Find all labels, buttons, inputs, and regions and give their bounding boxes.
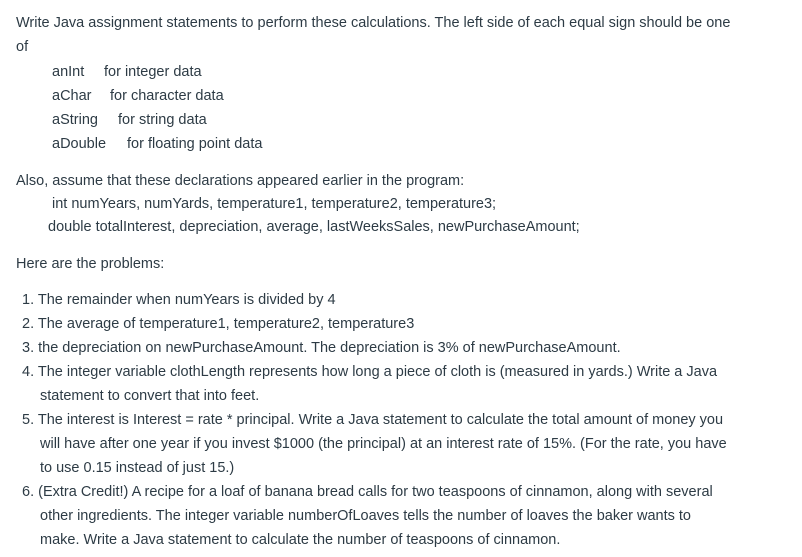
variable-item xyxy=(52,87,224,105)
variable-name: anInt xyxy=(52,64,85,80)
declarations-intro: Also, assume that these declarations appeared earlier in the program: xyxy=(16,173,465,189)
variable-description: for character data xyxy=(110,88,224,104)
problem-item-4: 4. The integer variable clothLength represents how long a piece of cloth is (measured in yards.) Write a Java xyxy=(22,364,718,380)
problem-item-5: 5. The interest is Interest = rate * principal. Write a Java statement to calculate the total amount of money you xyxy=(22,412,724,428)
problem-item-6-continued: other ingredients. The integer variable numberOfLoaves tells the number of loaves the baker wants to xyxy=(40,508,691,524)
problem-item-6-continued: make. Write a Java statement to calculate the number of teaspoons of cinnamon. xyxy=(40,532,561,548)
problems-heading: Here are the problems: xyxy=(16,256,165,272)
problem-item-6: 6. (Extra Credit!) A recipe for a loaf of banana bread calls for two teaspoons of cinnamon, along with several xyxy=(22,484,713,500)
declaration-line: int numYears, numYards, temperature1, temperature2, temperature3; xyxy=(52,196,497,212)
variable-description: for floating point data xyxy=(127,136,263,152)
variable-name: aChar xyxy=(52,88,92,104)
problem-item-2: 2. The average of temperature1, temperature2, temperature3 xyxy=(22,316,415,332)
variable-name: aString xyxy=(52,112,98,128)
variable-name: aDouble xyxy=(52,136,107,152)
problem-item-3: 3. the depreciation on newPurchaseAmount. The depreciation is 3% of newPurchaseAmount. xyxy=(22,340,621,356)
problem-item-5-continued: will have after one year if you invest $1000 (the principal) at an interest rate of 15%. (For the rate, you have xyxy=(40,436,727,452)
variable-item xyxy=(52,135,262,153)
intro-text-line-2: of xyxy=(16,39,29,55)
problem-item-5-continued: to use 0.15 instead of just 15.) xyxy=(40,460,235,476)
variable-description: for integer data xyxy=(104,64,202,80)
variable-item xyxy=(52,111,207,129)
declaration-line: double totalInterest, depreciation, average, lastWeeksSales, newPurchaseAmount; xyxy=(48,219,580,235)
intro-text-line-1: Write Java assignment statements to perform these calculations. The left side of each equal sign should be one xyxy=(16,15,731,31)
variable-item xyxy=(52,63,202,81)
problem-item-1: 1. The remainder when numYears is divided by 4 xyxy=(22,292,336,308)
variable-description: for string data xyxy=(118,112,207,128)
problem-item-4-continued: statement to convert that into feet. xyxy=(40,388,260,404)
